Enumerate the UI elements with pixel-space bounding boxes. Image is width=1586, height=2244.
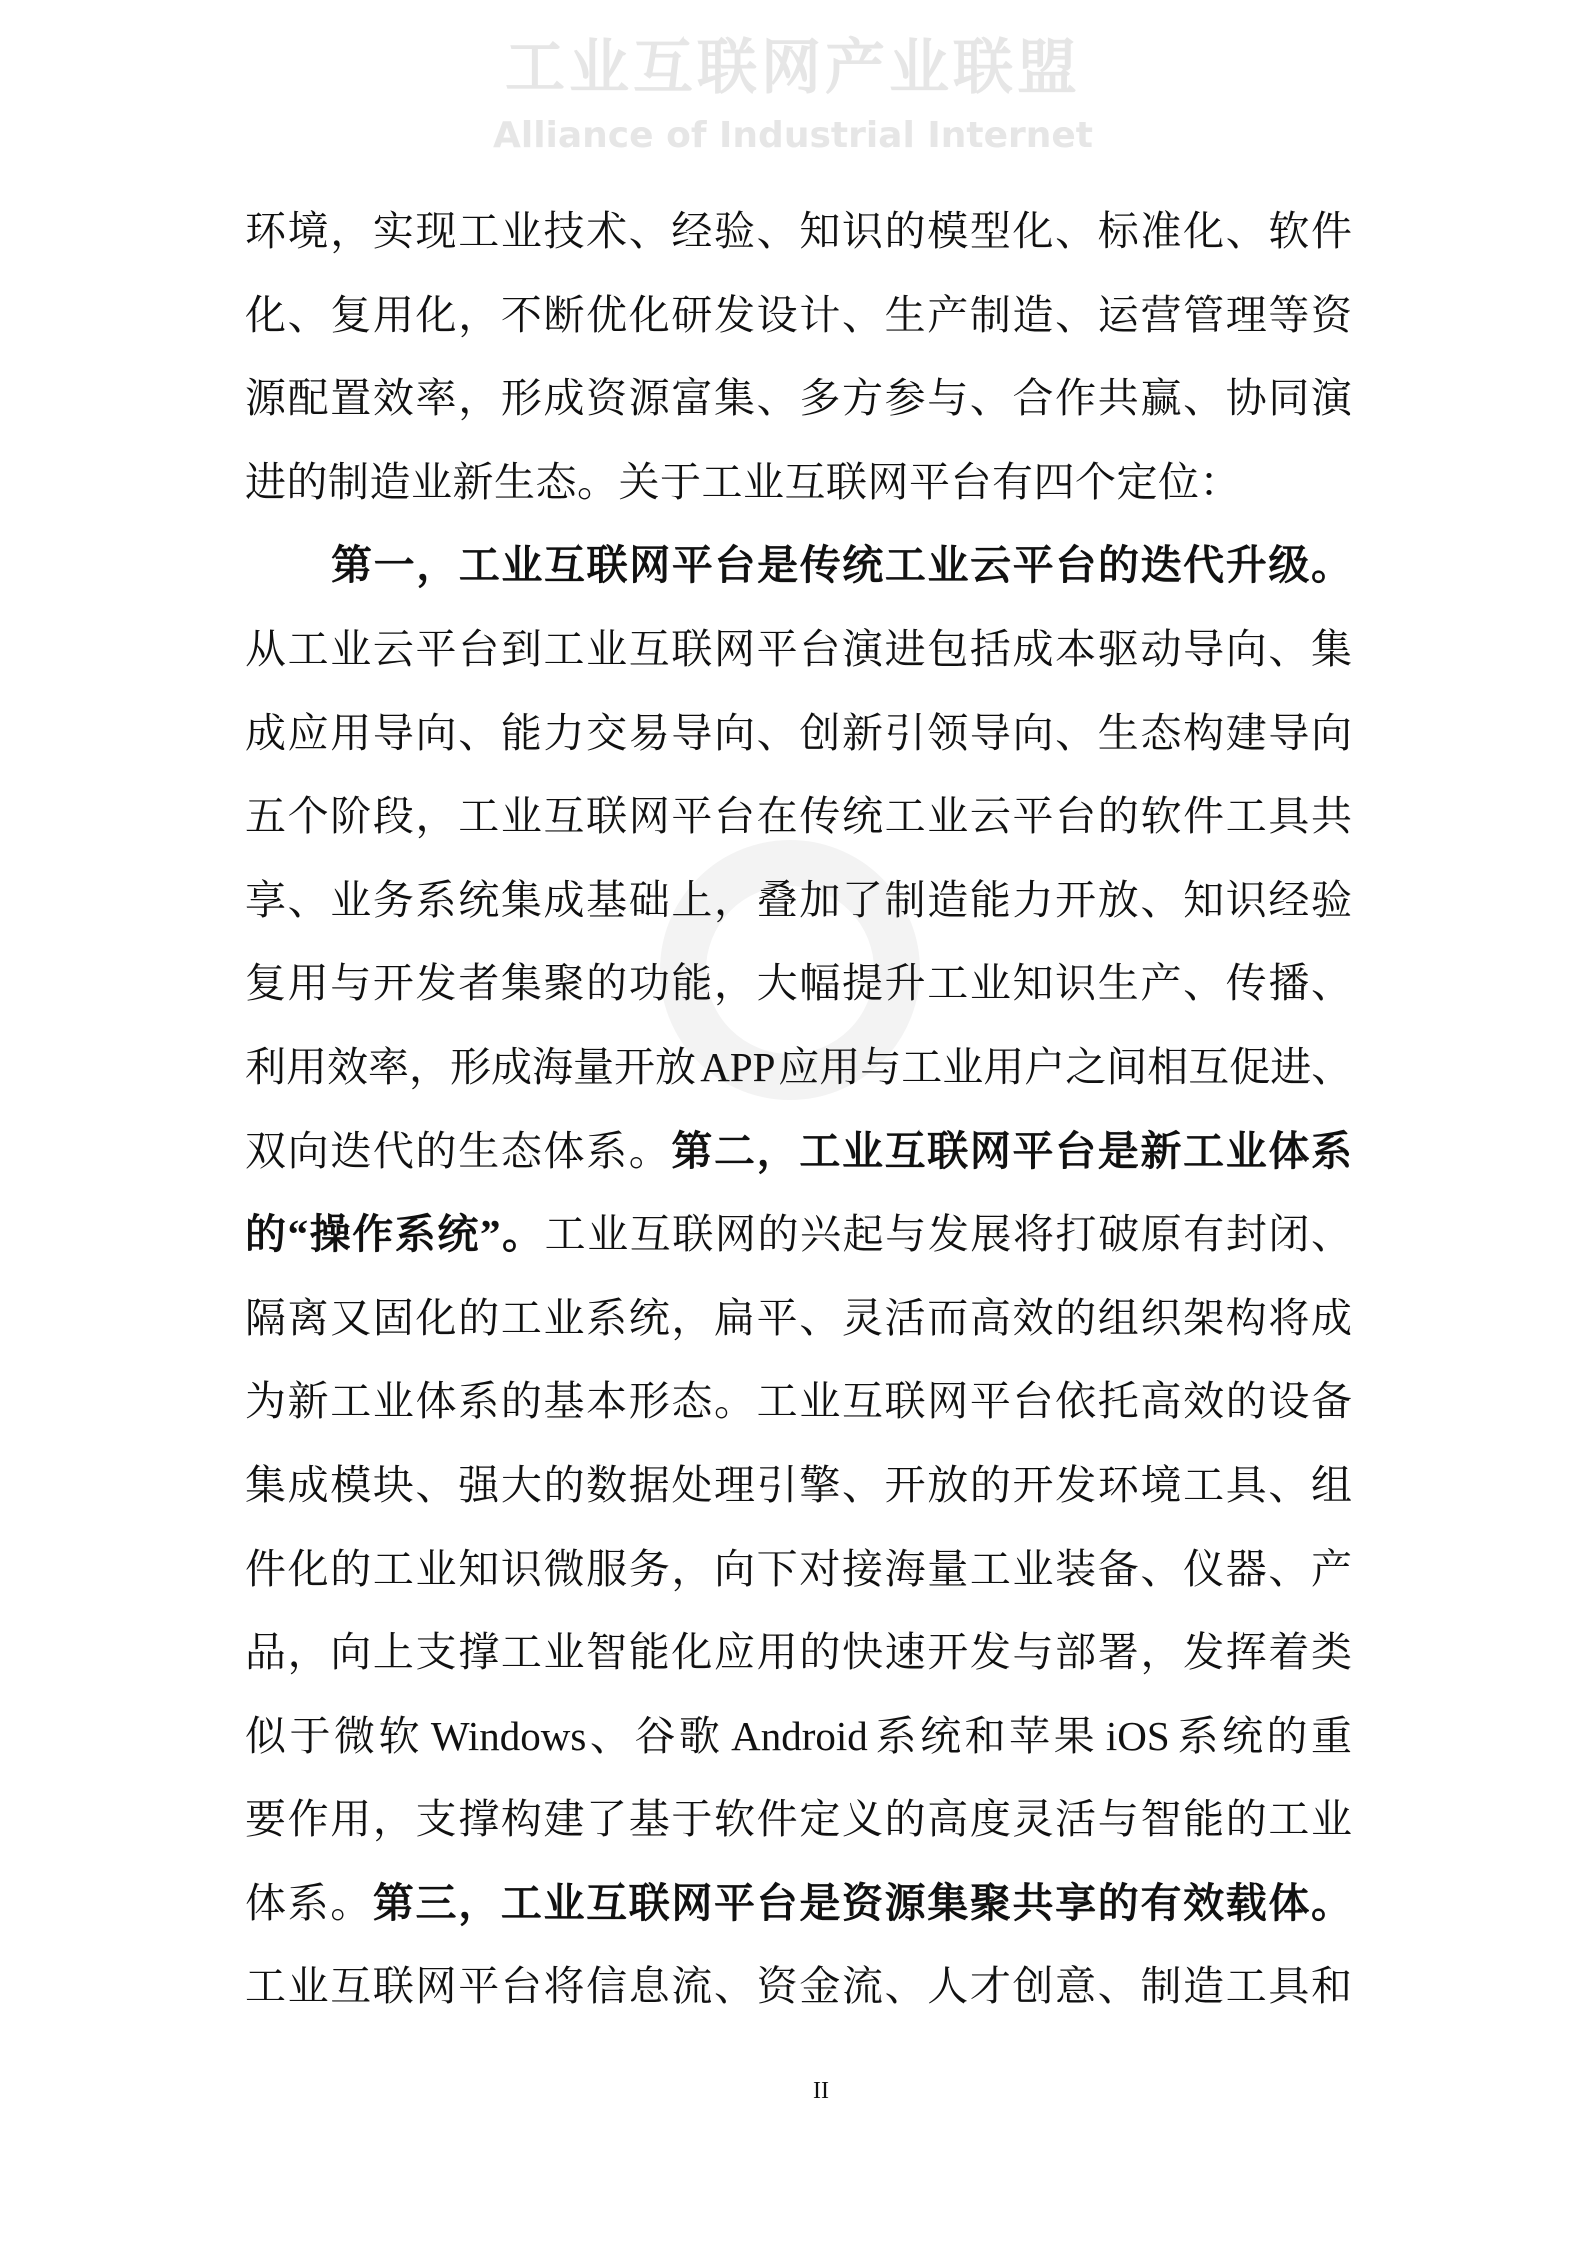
text: 要作用，支撑构建了基于软件定义的高度灵活与智能的工业 [245,1796,1352,1843]
text-line [245,190,1352,274]
text-line [245,1862,1352,1946]
text-line [245,357,1352,441]
text: 利用效率，形成海量开放 APP 应用与工业用户之间相互促进、 [245,1043,1353,1090]
text: 品，向上支撑工业智能化应用的快速开发与部署，发挥着类 [245,1629,1352,1676]
text-line [245,859,1352,943]
watermark-text-en: Alliance of Industrial Internet [493,115,1093,156]
text-line [245,1360,1352,1444]
text-line [245,1026,1352,1110]
text-line [245,274,1352,358]
text: 件化的工业知识微服务，向下对接海量工业装备、仪器、产 [245,1545,1352,1592]
text: 化、复用化，不断优化研发设计、生产制造、运营管理等资 [245,291,1352,338]
bold-text: 的“操作系统”。 [245,1211,545,1258]
text: 似于微软 Windows、谷歌 Android 系统和苹果 iOS 系统的重 [245,1712,1352,1759]
text: 成应用导向、能力交易导向、创新引领导向、生态构建导向 [245,709,1352,756]
bold-text: 第三，工业互联网平台是资源集聚共享的有效载体。 [372,1879,1352,1926]
text: 复用与开发者集聚的功能，大幅提升工业知识生产、传播、 [245,960,1352,1007]
text: 享、业务系统集成基础上，叠加了制造能力开放、知识经验 [245,876,1352,923]
text-line [245,1110,1352,1194]
bold-text: 第一，工业互联网平台是传统工业云平台的迭代升级。 [331,542,1352,589]
text-line [245,1695,1352,1779]
text: 工业互联网平台将信息流、资金流、人才创意、制造工具和 [245,1963,1352,2010]
text-line [245,942,1352,1026]
text-line [245,1193,1352,1277]
text-line [245,775,1352,859]
text: 从工业云平台到工业互联网平台演进包括成本驱动导向、集 [245,625,1352,672]
bold-text: 第二，工业互联网平台是新工业体系 [671,1127,1353,1174]
text: 环境，实现工业技术、经验、知识的模型化、标准化、软件 [245,208,1352,254]
text-line [245,692,1352,776]
text-line [245,1444,1352,1528]
text-line [245,608,1352,692]
watermark-text-cn: 工业互联网产业联盟 [505,33,1081,103]
text-line [245,1778,1352,1862]
text-line [245,441,1352,525]
text: 隔离又固化的工业系统，扁平、灵活而高效的组织架构将成 [245,1294,1352,1341]
text-line [245,524,1352,608]
text: 五个阶段，工业互联网平台在传统工业云平台的软件工具共 [245,793,1352,840]
text: 集成模块、强大的数据处理引擎、开放的开发环境工具、组 [245,1461,1352,1508]
text: 进的制造业新生态。关于工业互联网平台有四个定位： [245,458,1241,505]
text: 体系。 [245,1879,373,1926]
text-line [245,1945,1352,2029]
text-line [245,1611,1352,1695]
body-text [245,190,1352,2029]
text: 双向迭代的生态体系。 [245,1127,672,1174]
page-number: II [813,2078,829,2104]
text-line [245,1277,1352,1361]
text: 工业互联网的兴起与发展将打破原有封闭、 [544,1211,1353,1258]
text: 为新工业体系的基本形态。工业互联网平台依托高效的设备 [245,1378,1352,1425]
text-line [245,1528,1352,1612]
text: 源配置效率，形成资源富集、多方参与、合作共赢、协同演 [245,375,1352,422]
